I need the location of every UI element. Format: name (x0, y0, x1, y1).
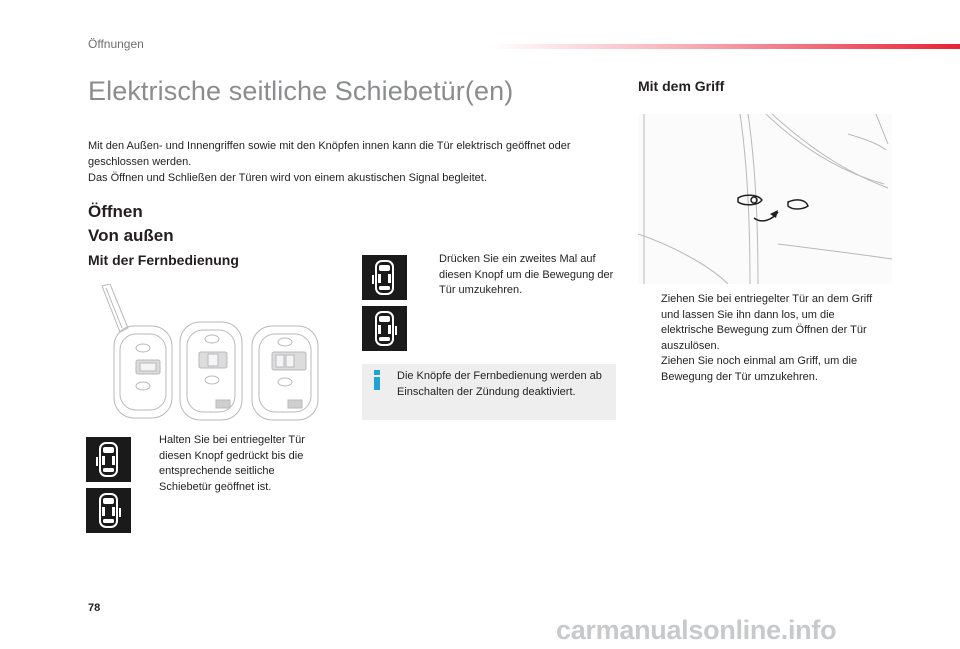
door-open-left-icon (86, 437, 131, 482)
step-text: Halten Sie bei entriegelter Tür diesen Knopf gedrückt bis die entsprechende seitliche Schiebetür geöffnet ist. (159, 434, 305, 493)
remote-key-illustration (88, 284, 342, 424)
door-reverse-right-icon (362, 306, 407, 351)
door-reverse-left-icon (362, 255, 407, 300)
door-handle-illustration (638, 114, 892, 284)
watermark: carmanualsonline.info (556, 615, 837, 645)
step-hold-button (140, 433, 330, 495)
van-sliding-door-icon (86, 488, 131, 533)
intro-paragraph-2: Das Öffnen und Schließen der Türen wird von einem akustischen Signal begleitet. (88, 172, 487, 184)
door-open-right-icon (86, 488, 131, 533)
page-number: 78 (88, 602, 101, 614)
section-label: Öffnungen (88, 37, 144, 51)
step-text: Ziehen Sie bei entriegelter Tür an dem Griff und lassen Sie ihn dann los, um die elektrische Bewegung zum Öffnen der Tür auszulösen. (661, 293, 873, 352)
step-press-again (420, 252, 616, 299)
heading-fernbedienung: Mit der Fernbedienung (88, 252, 239, 268)
header-accent-bar (490, 44, 960, 49)
heading-oeffnen: Öffnen (88, 202, 143, 221)
step-pull-handle (642, 292, 882, 354)
van-sliding-door-icon (362, 306, 407, 351)
intro-paragraph-1: Mit den Außen- und Innengriffen sowie mit den Knöpfen innen kann die Tür elektrisch geöffnet oder geschlossen werden. (88, 140, 571, 168)
step-text: Drücken Sie ein zweites Mal auf diesen Knopf um die Bewegung der Tür umzukehren. (439, 253, 614, 296)
heading-mit-dem-griff: Mit dem Griff (638, 78, 725, 94)
step-pull-again (642, 354, 882, 385)
van-sliding-door-icon (86, 437, 131, 482)
heading-von-aussen: Von außen (88, 226, 174, 245)
info-text: Die Knöpfe der Fernbedienung werden ab Einschalten der Zündung deaktiviert. (397, 370, 602, 398)
step-text: Ziehen Sie noch einmal am Griff, um die Bewegung der Tür umzukehren. (661, 355, 858, 383)
van-sliding-door-icon (362, 255, 407, 300)
page-title: Elektrische seitliche Schiebetür(en) (88, 76, 514, 106)
info-icon (371, 370, 383, 390)
intro-text (88, 138, 628, 186)
